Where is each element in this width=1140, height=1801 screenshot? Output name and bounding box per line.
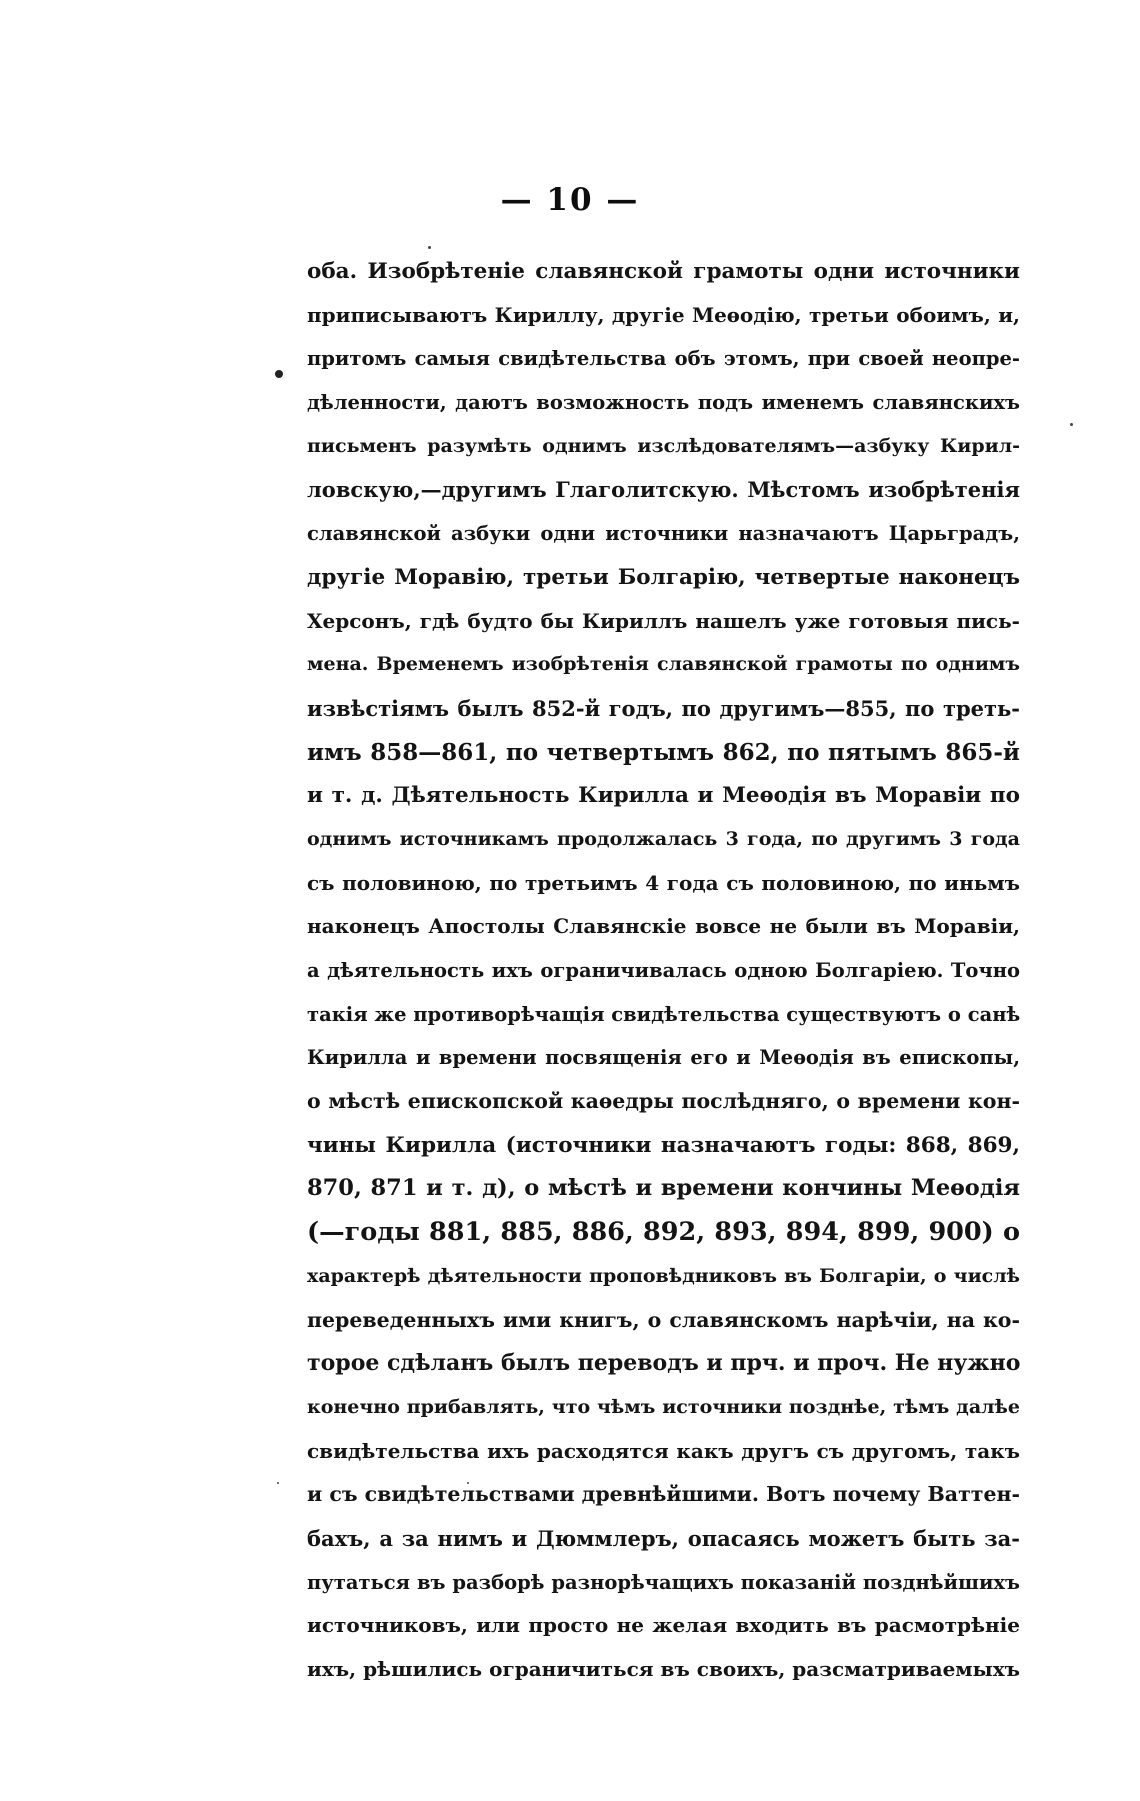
text-line: такія же противорѣчащія свидѣтельства существуютъ о санѣ	[307, 1002, 1021, 1026]
text-line: чины Кирилла (источники назначаютъ годы: 868, 869,	[307, 1132, 1020, 1158]
text-line: Херсонъ, гдѣ будто бы Кириллъ нашелъ уже готовыя пись-	[307, 608, 1020, 633]
text-line: другіе Моравію, третьи Болгарію, четвертые наконецъ	[307, 564, 1020, 590]
text-line: источниковъ, или просто не желая входить въ расмотрѣніе	[307, 1613, 1020, 1638]
text-line: мена. Временемъ изобрѣтенія славянской грамоты по однимъ	[307, 653, 1020, 676]
text-line: письменъ разумѣть однимъ изслѣдователямъ—азбуку Кирил-	[307, 434, 1020, 457]
text-line: дѣленности, даютъ возможность подъ именемъ славянскихъ	[307, 391, 1020, 415]
text-line: извѣстіямъ былъ 852-й годъ, по другимъ—855, по треть-	[307, 695, 1020, 721]
margin-mark	[275, 370, 283, 378]
text-line: съ половиною, по третьимъ 4 года съ половиною, по иньмъ	[307, 870, 1020, 895]
text-line: конечно прибавлять, что чѣмъ источники позднѣе, тѣмъ далѣе	[307, 1395, 1020, 1418]
text-line: славянской азбуки одни источники назначаютъ Царьградъ,	[307, 522, 1020, 546]
text-line: оба. Изобрѣтеніе славянской грамоты одни источники	[307, 259, 1020, 284]
text-line: Кирилла и времени посвященія его и Меѳодія въ епископы,	[307, 1046, 1020, 1070]
text-line: и съ свидѣтельствами древнѣйшими. Вотъ почему Ваттен-	[307, 1482, 1021, 1507]
text-line: наконецъ Апостолы Славянскіе вовсе не были въ Моравіи,	[307, 914, 1020, 939]
text-line: 870, 871 и т. д), о мѣстѣ и времени кончины Меѳодія	[307, 1175, 1020, 1202]
ink-speck	[428, 246, 431, 249]
text-line: однимъ источникамъ продолжалась 3 года, по другимъ 3 года	[307, 827, 1020, 850]
text-line: (—годы 881, 885, 886, 892, 893, 894, 899, 900) о	[307, 1217, 1020, 1248]
text-line: о мѣстѣ епископской каѳедры послѣдняго, о времени кон-	[307, 1089, 1020, 1114]
text-line: характерѣ дѣятельности проповѣдниковъ въ Болгаріи, о числѣ	[307, 1264, 1020, 1287]
text-line: а дѣятельность ихъ ограничивалась одною Болгаріею. Точно	[307, 959, 1020, 982]
text-line: притомъ самыя свидѣтельства объ этомъ, при своей неопре-	[307, 347, 1020, 371]
text-line: торое сдѣланъ былъ переводъ и прч. и проч. Не нужно	[307, 1350, 1021, 1377]
ink-speck	[277, 1482, 279, 1484]
ink-speck	[1070, 423, 1073, 426]
text-line: путаться въ разборѣ разнорѣчащихъ показаній позднѣйшихъ	[307, 1570, 1020, 1594]
text-line: ихъ, рѣшились ограничиться въ своихъ, разсматриваемыхъ	[307, 1657, 1020, 1681]
text-line: свидѣтельства ихъ расходятся какъ другъ съ другомъ, такъ	[307, 1438, 1020, 1463]
text-line: ловскую,—другимъ Глаголитскую. Мѣстомъ изобрѣтенія	[307, 477, 1020, 503]
body-text	[307, 250, 1020, 1692]
text-line: имъ 858—861, по четвертымъ 862, по пятымъ 865-й	[307, 738, 1020, 766]
text-line: переведенныхъ ими книгъ, о славянскомъ нарѣчіи, на ко-	[307, 1307, 1020, 1332]
page-number: — 10 —	[500, 182, 640, 218]
text-line: и т. д. Дѣятельность Кирилла и Меѳодія въ Моравіи по	[307, 783, 1020, 809]
text-line: бахъ, а за нимъ и Дюммлеръ, опасаясь можетъ быть за-	[307, 1525, 1020, 1551]
text-line: приписываютъ Кириллу, другіе Меѳодію, третьи обоимъ, и,	[307, 302, 1020, 327]
